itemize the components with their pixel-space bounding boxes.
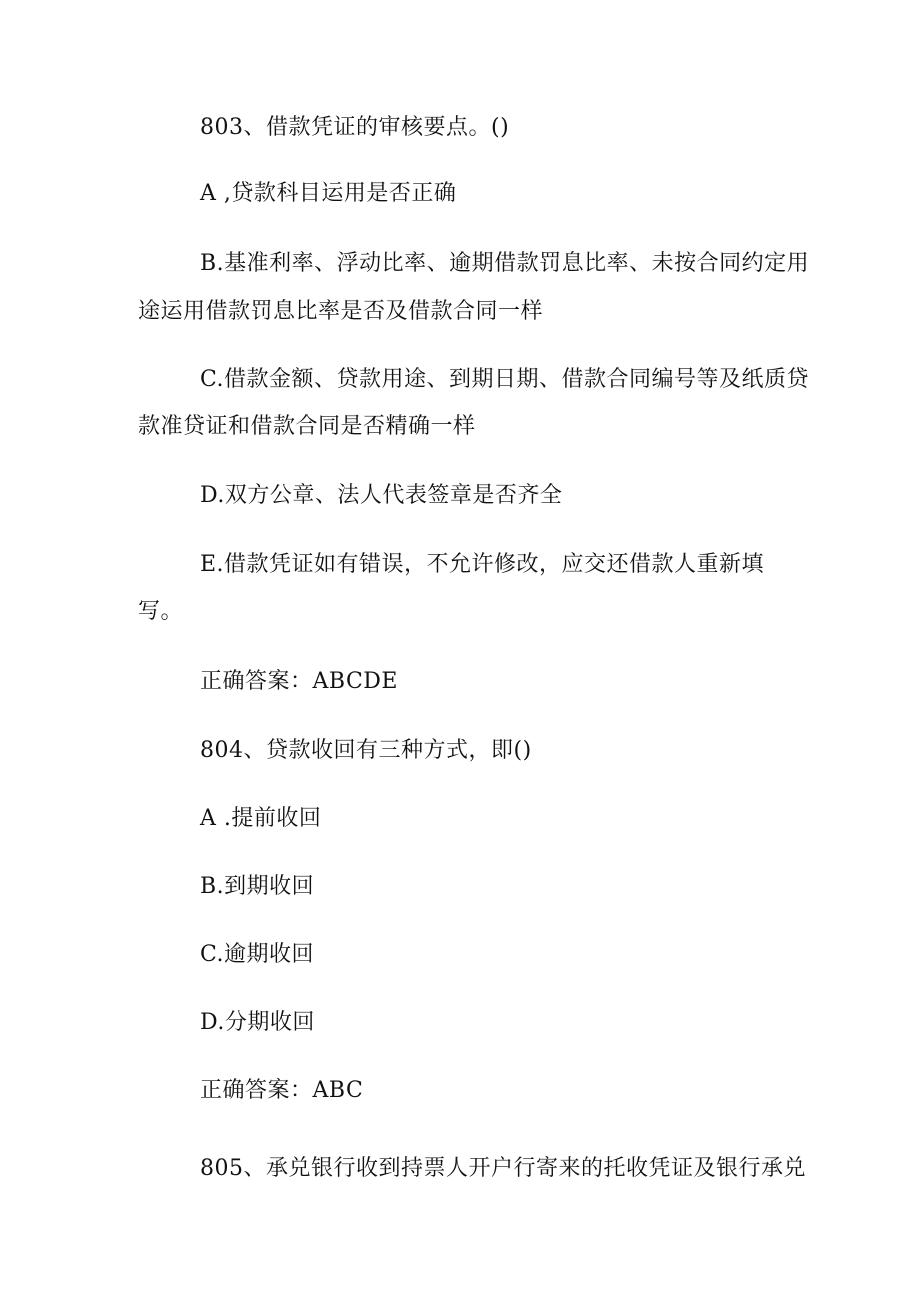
question-803-option-e-line1: E.借款凭证如有错误，不允许修改，应交还借款人重新填: [200, 552, 765, 577]
question-804-option-d: D.分期收回: [200, 1010, 315, 1035]
question-804-answer: 正确答案：ABC: [200, 1078, 364, 1103]
question-803-option-e-line2: 写。: [138, 599, 184, 624]
question-804-stem: 804、贷款收回有三种方式，即(): [200, 738, 532, 763]
question-803-stem: 803、借款凭证的审核要点。(): [200, 115, 510, 140]
question-804-option-c: C.逾期收回: [200, 942, 315, 967]
question-803-option-c-line1: C.借款金额、贷款用途、到期日期、借款合同编号等及纸质贷: [200, 367, 810, 392]
question-803-option-a: A ,贷款科目运用是否正确: [200, 181, 457, 206]
question-803-option-b-line2: 途运用借款罚息比率是否及借款合同一样: [138, 299, 544, 324]
question-803-option-c-line2: 款准贷证和借款合同是否精确一样: [138, 414, 476, 439]
question-803-answer: 正确答案：ABCDE: [200, 669, 398, 694]
question-805-stem: 805、承兑银行收到持票人开户行寄来的托收凭证及银行承兑: [200, 1156, 806, 1181]
question-804-option-a: A .提前收回: [200, 806, 322, 831]
question-804-option-b: B.到期收回: [200, 874, 315, 899]
question-803-option-d: D.双方公章、法人代表签章是否齐全: [200, 483, 563, 508]
question-803-option-b-line1: B.基准利率、浮动比率、逾期借款罚息比率、未按合同约定用: [200, 251, 810, 276]
